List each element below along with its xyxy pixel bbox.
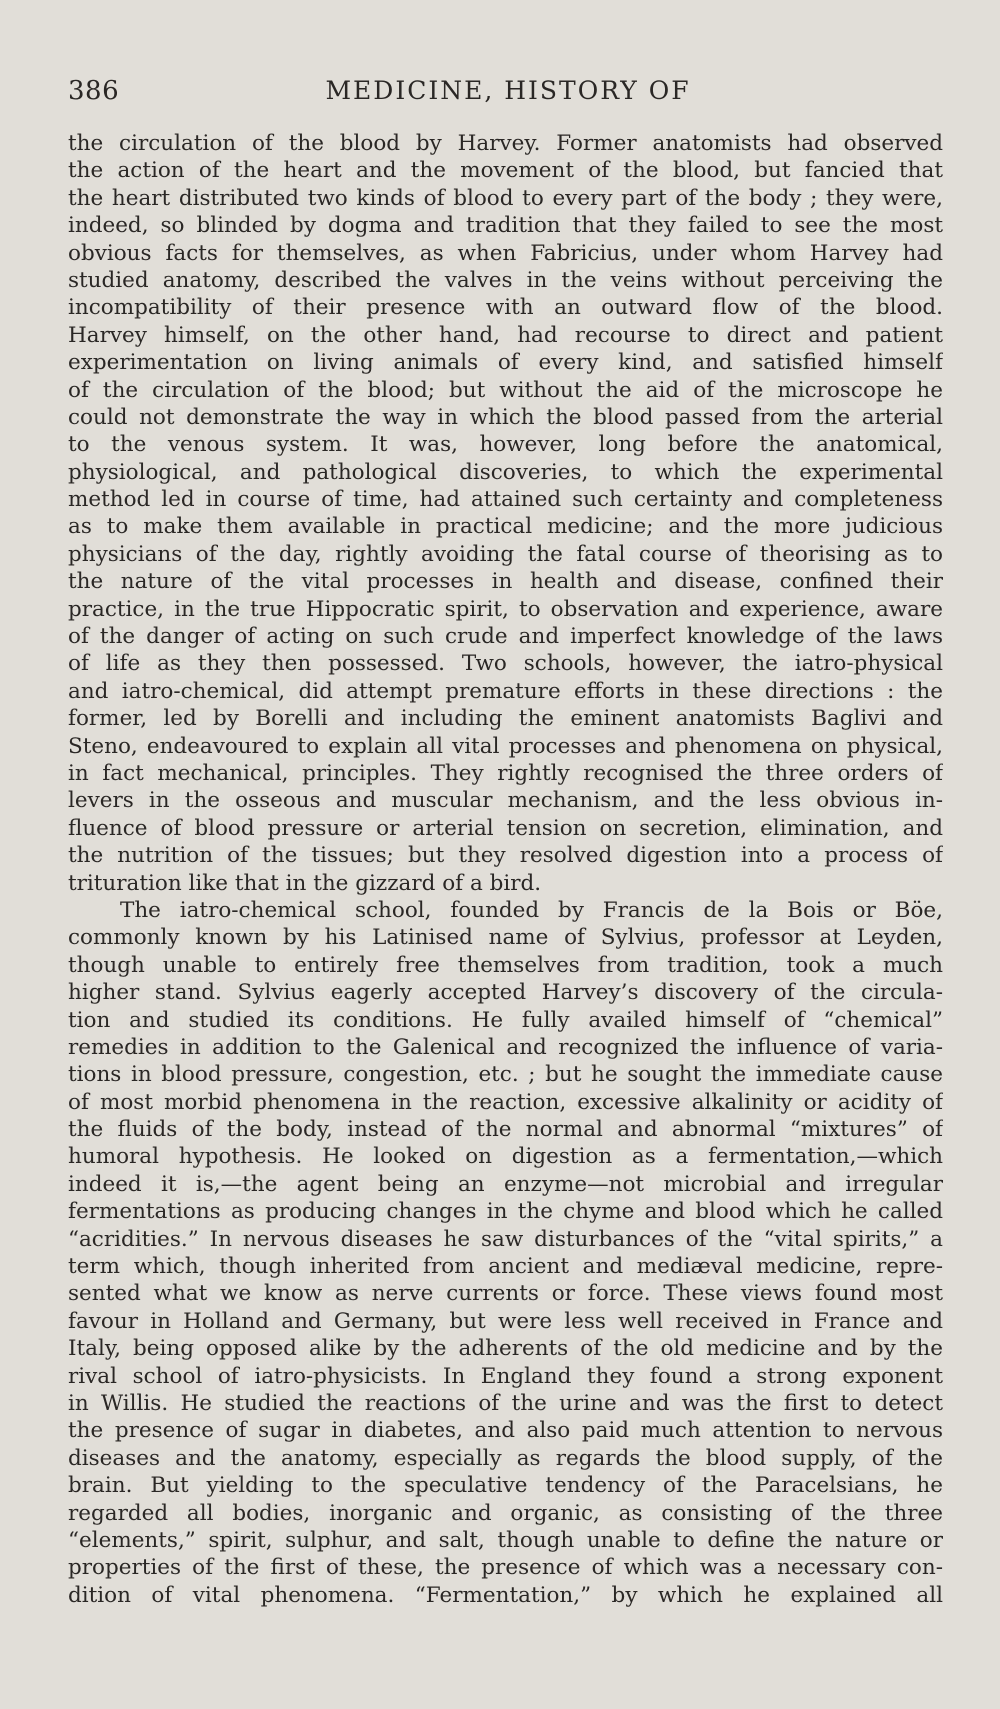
text-line: the presence of sugar in diabetes, and also paid much attention to nervous (68, 1418, 943, 1444)
text-line: sented what we know as nerve currents or force. These views found most (68, 1281, 943, 1307)
page-number: 386 (68, 76, 120, 106)
text-line: fermentations as producing changes in the chyme and blood which he called (68, 1199, 943, 1225)
text-line: rival school of iatro-physicists. In England they found a strong exponent (68, 1363, 943, 1389)
text-line: and iatro-chemical, did attempt premature efforts in these directions : the (68, 678, 943, 704)
text-line: incompatibility of their presence with an outward flow of the blood. (68, 295, 943, 321)
text-line: levers in the osseous and muscular mechanism, and the less obvious in- (68, 788, 943, 814)
text-line: studied anatomy, described the valves in the veins without perceiving the (68, 267, 943, 293)
text-line: in Willis. He studied the reactions of the urine and was the first to detect (68, 1390, 943, 1416)
page-header (68, 76, 948, 116)
text-line: brain. But yielding to the speculative tendency of the Paracelsians, he (68, 1473, 943, 1499)
text-line: experimentation on living animals of every kind, and satisfied himself (68, 350, 943, 376)
text-line: the heart distributed two kinds of blood to every part of the body ; they were, (68, 185, 943, 211)
text-line: indeed it is,—the agent being an enzyme—not microbial and irregular (68, 1171, 943, 1197)
text-line: term which, though inherited from ancient and mediæval medicine, repre- (68, 1254, 943, 1280)
text-line: Steno, endeavoured to explain all vital processes and phenomena on physical, (68, 733, 943, 759)
text-line: as to make them available in practical medicine; and the more judicious (68, 514, 943, 540)
text-line: of most morbid phenomena in the reaction, excessive alkalinity or acidity of (68, 1089, 943, 1115)
text-line: tions in blood pressure, congestion, etc. ; but he sought the immediate cause (68, 1062, 943, 1088)
text-line: obvious facts for themselves, as when Fabricius, under whom Harvey had (68, 240, 943, 266)
text-line: Italy, being opposed alike by the adherents of the old medicine and by the (68, 1336, 943, 1362)
text-line: the fluids of the body, instead of the normal and abnormal “mixtures” of (68, 1117, 943, 1143)
text-line: “acridities.” In nervous diseases he saw disturbances of the “vital spirits,” a (68, 1226, 943, 1252)
text-line: to the venous system. It was, however, long before the anatomical, (68, 432, 943, 458)
text-line: dition of vital phenomena. “Fermentation,” by which he explained all (68, 1582, 943, 1608)
text-line: the nature of the vital processes in health and disease, confined their (68, 569, 943, 595)
text-line: diseases and the anatomy, especially as regards the blood supply, of the (68, 1445, 943, 1471)
text-line: physicians of the day, rightly avoiding the fatal course of theorising as to (68, 541, 943, 567)
text-line: remedies in addition to the Galenical and recognized the influence of varia- (68, 1034, 943, 1060)
text-line: practice, in the true Hippocratic spirit, to observation and experience, aware (68, 596, 943, 622)
running-head: MEDICINE, HISTORY OF (325, 76, 691, 105)
text-line: physiological, and pathological discoveries, to which the experimental (68, 459, 943, 485)
text-line: the nutrition of the tissues; but they resolved digestion into a process of (68, 843, 943, 869)
text-line: trituration like that in the gizzard of a bird. (68, 870, 542, 896)
text-line: tion and studied its conditions. He fully availed himself of “chemical” (68, 1007, 943, 1033)
text-line: could not demonstrate the way in which the blood passed from the arterial (68, 404, 943, 430)
text-line: of the danger of acting on such crude and imperfect knowledge of the laws (68, 624, 943, 650)
text-line: of the circulation of the blood; but without the aid of the microscope he (68, 377, 943, 403)
text-line: “elements,” spirit, sulphur, and salt, though unable to define the nature or (68, 1527, 943, 1553)
text-line: fluence of blood pressure or arterial tension on secretion, elimination, and (68, 815, 943, 841)
text-line: properties of the first of these, the presence of which was a necessary con- (68, 1555, 943, 1581)
text-line: in fact mechanical, principles. They rightly recognised the three orders of (68, 760, 943, 786)
text-line: favour in Holland and Germany, but were less well received in France and (68, 1308, 943, 1334)
text-line: of life as they then possessed. Two schools, however, the iatro-physical (68, 651, 943, 677)
text-line: commonly known by his Latinised name of Sylvius, professor at Leyden, (68, 925, 943, 951)
body-text (68, 130, 943, 1609)
text-line: former, led by Borelli and including the eminent anatomists Baglivi and (68, 706, 943, 732)
text-line: humoral hypothesis. He looked on digestion as a fermentation,—which (68, 1144, 943, 1170)
text-line: regarded all bodies, inorganic and organic, as consisting of the three (68, 1500, 943, 1526)
text-line: indeed, so blinded by dogma and tradition that they failed to see the most (68, 213, 943, 239)
text-line: though unable to entirely free themselves from tradition, took a much (68, 952, 943, 978)
text-line: The iatro-chemical school, founded by Francis de la Bois or Böe, (120, 897, 943, 923)
text-line: higher stand. Sylvius eagerly accepted Harvey’s discovery of the circula- (68, 980, 943, 1006)
text-line: the action of the heart and the movement of the blood, but fancied that (68, 158, 943, 184)
text-line: Harvey himself, on the other hand, had recourse to direct and patient (68, 322, 943, 348)
text-line: the circulation of the blood by Harvey. Former anatomists had observed (68, 131, 943, 156)
text-line: method led in course of time, had attained such certainty and completeness (68, 487, 943, 513)
